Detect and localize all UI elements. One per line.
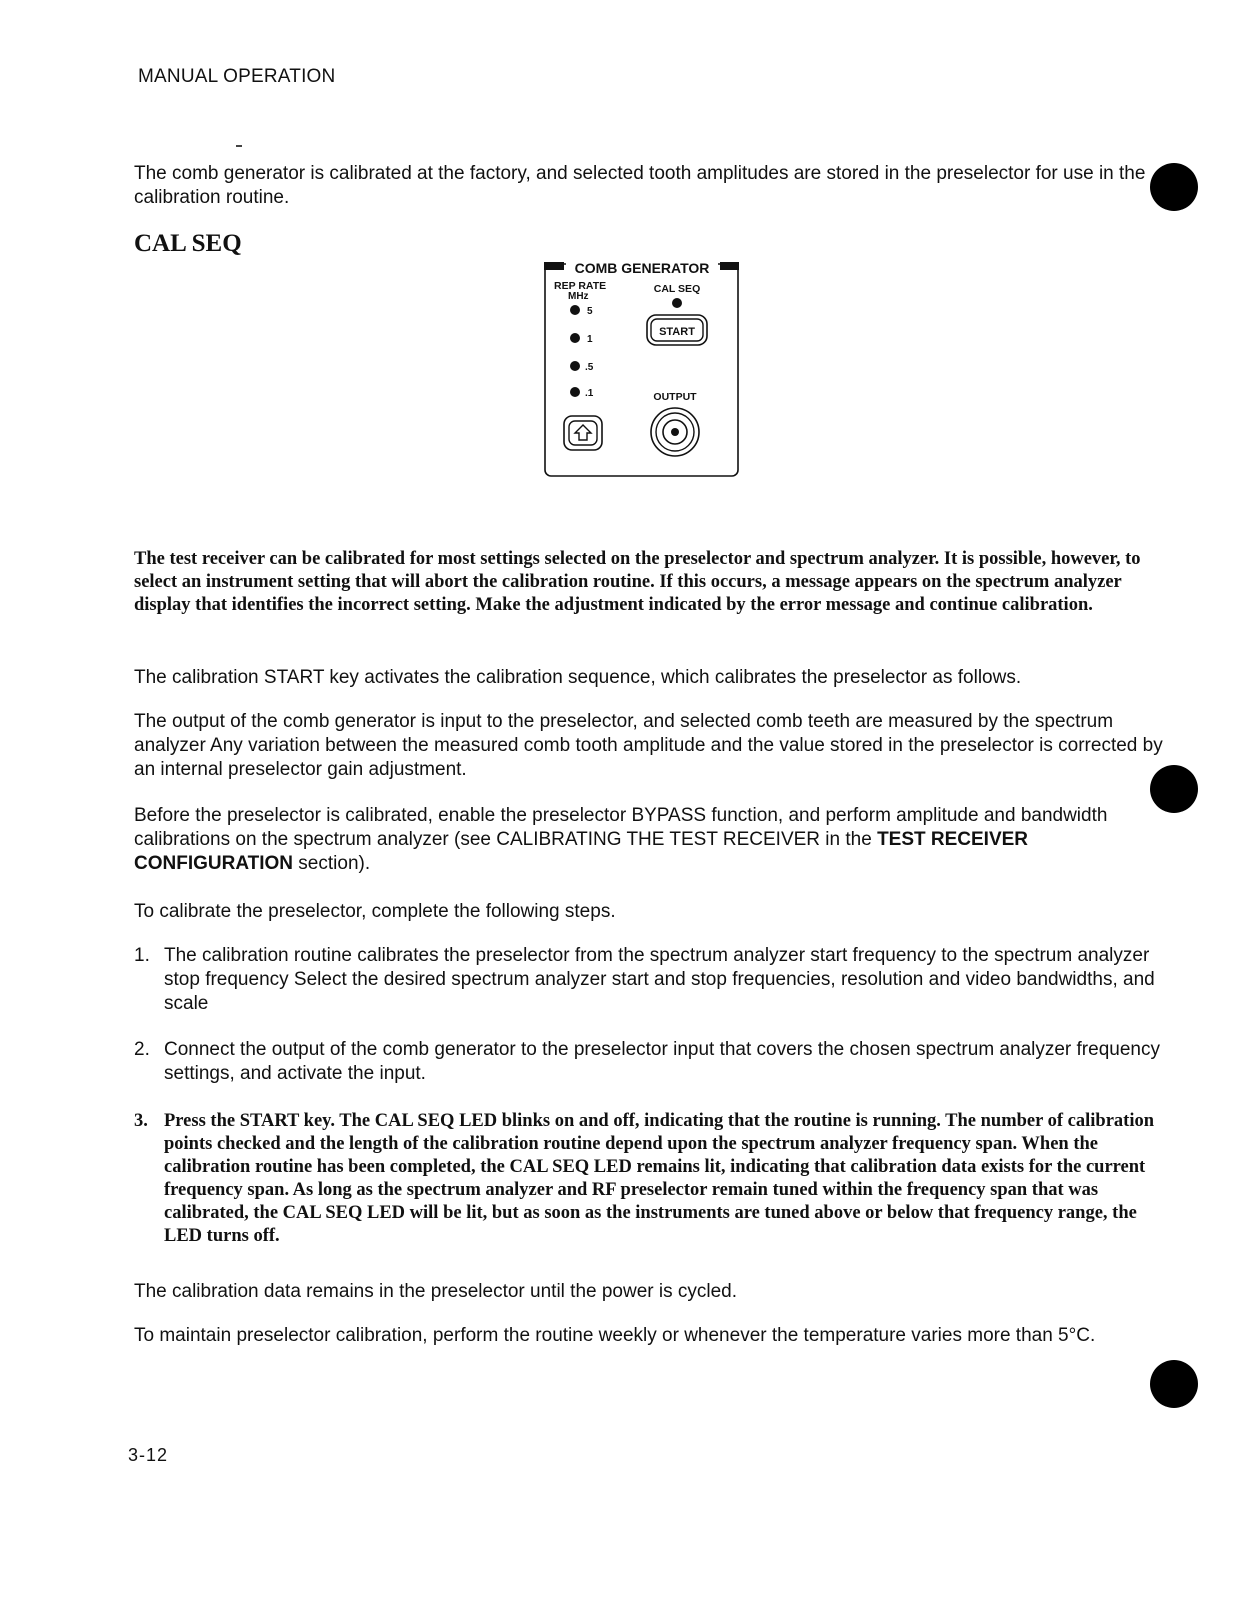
output-label: OUTPUT <box>653 391 697 403</box>
cross-reference: CALIBRATING THE TEST RECEIVER <box>496 829 821 850</box>
cal-seq-label: CAL SEQ <box>653 283 701 295</box>
power-cycle-paragraph: The calibration data remains in the preselector until the power is cycled. <box>134 1281 738 1302</box>
section-title: CAL SEQ <box>134 230 242 257</box>
rep-rate-led-0.1 <box>570 387 580 397</box>
abort-warning-paragraph: The test receiver can be calibrated for most settings selected on the preselector and spectrum analyzer. It is possible, however, to select an instrument setting that will abort the calibration routine. If this occurs, a message appears on the spectrum analyzer display that identifies the incorrect setting. Make the adjustment indicated by the error message and continue calibration. <box>134 549 1141 615</box>
rep-rate-value: 5 <box>587 306 593 317</box>
start-button-label: START <box>659 326 695 338</box>
bypass-text: in the <box>820 829 878 850</box>
rep-rate-value: .1 <box>585 388 594 399</box>
binder-hole-mark <box>1150 163 1198 211</box>
step-item <box>134 944 1174 1016</box>
step-text: Press the START key. The CAL SEQ LED blinks on and off, indicating that the routine is running. The number of calibration points checked and the length of the calibration routine depend upon the spectrum analyzer frequency span. When the calibration routine has been completed, the CAL SEQ LED remains lit, indicating that calibration data exists for the current frequency span. As long as the spectrum analyzer and RF preselector remain tuned within the frequency span that was calibrated, the CAL SEQ LED will be lit, but as soon as the instruments are tuned above or below that frequency range, the LED turns off. <box>164 1111 1154 1246</box>
binder-hole-mark <box>1150 1360 1198 1408</box>
rep-rate-value: .5 <box>585 362 594 373</box>
step-number: 1. <box>134 945 150 966</box>
rep-rate-step-button[interactable] <box>564 416 602 450</box>
rep-rate-led-5 <box>570 305 580 315</box>
start-key-paragraph: The calibration START key activates the calibration sequence, which calibrates the preselector as follows. <box>134 667 1022 688</box>
step-number: 3. <box>134 1111 148 1131</box>
maintenance-paragraph: To maintain preselector calibration, perform the routine weekly or whenever the temperature varies more than 5°C. <box>134 1325 1096 1346</box>
steps-intro: To calibrate the preselector, complete the following steps. <box>134 901 616 922</box>
cal-seq-led <box>672 298 682 308</box>
step-item <box>134 1038 1174 1086</box>
section-reference: TEST RECEIVER CONFIGURATION <box>134 829 1029 874</box>
comb-generator-panel <box>540 258 744 480</box>
step-item <box>134 1110 1174 1248</box>
binder-hole-mark <box>1150 765 1198 813</box>
rep-rate-label: REP RATE <box>554 280 607 292</box>
rep-rate-unit: MHz <box>568 291 589 302</box>
bypass-paragraph <box>134 804 1174 876</box>
output-connector[interactable] <box>651 408 699 456</box>
bypass-text: Before the preselector is calibrated, enable the preselector BYPASS function, and perform amplitude and bandwidth calibrations on the spectrum analyzer (see <box>134 805 1108 850</box>
step-number: 2. <box>134 1039 150 1060</box>
intro-paragraph: The comb generator is calibrated at the factory, and selected tooth amplitudes are stored in the preselector for use in the calibration routine. <box>134 163 1146 208</box>
rep-rate-led-1 <box>570 333 580 343</box>
start-button[interactable] <box>647 315 707 345</box>
page-number: 3-12 <box>128 1445 169 1465</box>
rep-rate-led-0.5 <box>570 361 580 371</box>
stray-mark <box>236 145 242 147</box>
calibration-steps <box>134 1110 1174 1248</box>
calibration-steps <box>134 944 1174 1016</box>
rep-rate-value: 1 <box>587 334 593 345</box>
bypass-text: section). <box>293 853 371 874</box>
calibration-steps <box>134 1038 1174 1086</box>
step-text: The calibration routine calibrates the preselector from the spectrum analyzer start frequency to the spectrum analyzer stop frequency Select the desired spectrum analyzer start and stop frequencies, resolution and video bandwidths, and scale <box>164 945 1155 1014</box>
running-head: MANUAL OPERATION <box>138 66 336 87</box>
comb-output-paragraph: The output of the comb generator is input to the preselector, and selected comb teeth are measured by the spectrum analyzer Any variation between the measured comb tooth amplitude and the value stored in the preselector is corrected by an internal preselector gain adjustment. <box>134 711 1163 780</box>
step-text: Connect the output of the comb generator to the preselector input that covers the chosen spectrum analyzer frequency settings, and activate the input. <box>164 1039 1160 1084</box>
panel-title: COMB GENERATOR <box>574 260 710 276</box>
